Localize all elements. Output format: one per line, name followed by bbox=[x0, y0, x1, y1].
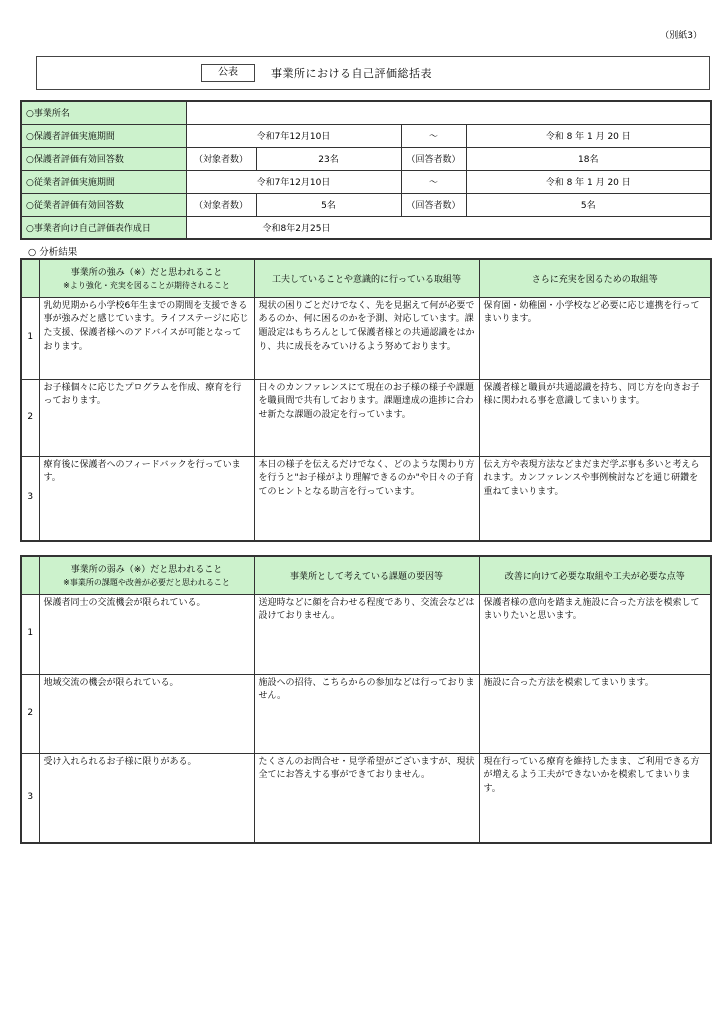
row-number: 1 bbox=[21, 297, 39, 379]
staff-period-tilde: ～ bbox=[401, 170, 466, 193]
row-number: 3 bbox=[21, 753, 39, 843]
strengths-row-3 bbox=[21, 456, 711, 541]
staff-target-value: 5名 bbox=[256, 193, 401, 216]
strengths-row-2 bbox=[21, 379, 711, 456]
strengths-col3-header: さらに充実を図るための取組等 bbox=[479, 259, 711, 297]
office-name-label: ○事業所名 bbox=[21, 101, 186, 124]
guardian-respondent-label: （回答者数） bbox=[401, 147, 466, 170]
strengths-col1-header bbox=[39, 259, 254, 297]
strength-cell: 療育後に保護者へのフィードバックを行っています。 bbox=[39, 456, 254, 541]
weaknesses-col3-header: 改善に向けて必要な取組や工夫が必要な点等 bbox=[479, 556, 711, 594]
guardian-responses-label: ○保護者評価有効回答数 bbox=[21, 147, 186, 170]
row-guardian-responses bbox=[21, 147, 711, 170]
office-name-value bbox=[186, 101, 711, 124]
improvement-cell: 保護者様の意向を踏まえ施設に合った方法を模索してまいりたいと思います。 bbox=[479, 594, 711, 674]
strengths-col1-title: 事業所の強み（※）だと思われること bbox=[70, 268, 223, 279]
info-table bbox=[20, 100, 712, 240]
strengths-row-1 bbox=[21, 297, 711, 379]
cause-cell: 送迎時などに顔を合わせる程度であり、交流会などは設けておりません。 bbox=[254, 594, 479, 674]
row-number: 1 bbox=[21, 594, 39, 674]
guardian-period-label: ○保護者評価実施期間 bbox=[21, 124, 186, 147]
staff-responses-label: ○従業者評価有効回答数 bbox=[21, 193, 186, 216]
row-guardian-period bbox=[21, 124, 711, 147]
row-number: 2 bbox=[21, 674, 39, 753]
staff-respondent-value: 5名 bbox=[466, 193, 711, 216]
title-box bbox=[36, 56, 710, 90]
weakness-cell: 保護者同士の交流機会が限られている。 bbox=[39, 594, 254, 674]
cause-cell: 施設への招待、こちらからの参加などは行っておりません。 bbox=[254, 674, 479, 753]
corner-note: （別紙3） bbox=[660, 31, 702, 41]
staff-period-label: ○従業者評価実施期間 bbox=[21, 170, 186, 193]
weakness-cell: 地域交流の機会が限られている。 bbox=[39, 674, 254, 753]
self-eval-date-value: 令和8年2月25日 bbox=[262, 223, 331, 234]
staff-respondent-label: （回答者数） bbox=[401, 193, 466, 216]
enhancement-cell: 伝え方や表現方法などまだまだ学ぶ事も多いと考えられます。カンファレンスや事例検討などを通じ研鑽を重ねてまいります。 bbox=[479, 456, 711, 541]
strengths-num-header bbox=[21, 259, 39, 297]
effort-cell: 現状の困りごとだけでなく、先を見据えて何が必要であるのか、何に困るのかを予測、対応しています。課題設定はもちろんとして保護者様との共通認識をはかり、共に成長をみていけるよう努めております。 bbox=[254, 297, 479, 379]
row-number: 2 bbox=[21, 379, 39, 456]
staff-period-start: 令和7年12月10日 bbox=[186, 170, 401, 193]
guardian-target-value: 23名 bbox=[256, 147, 401, 170]
weaknesses-row-3 bbox=[21, 753, 711, 843]
improvement-cell: 施設に合った方法を模索してまいります。 bbox=[479, 674, 711, 753]
staff-period-end: 令和 8 年 1 月 20 日 bbox=[466, 170, 711, 193]
staff-target-label: （対象者数） bbox=[186, 193, 256, 216]
analysis-results-label: ○ 分析結果 bbox=[28, 247, 78, 258]
weaknesses-col1-title: 事業所の弱み（※）だと思われること bbox=[70, 565, 223, 576]
weaknesses-row-1 bbox=[21, 594, 711, 674]
enhancement-cell: 保護者様と職員が共通認識を持ち、同じ方を向きお子様に関われる事を意識してまいります。 bbox=[479, 379, 711, 456]
row-number: 3 bbox=[21, 456, 39, 541]
guardian-period-tilde: ～ bbox=[401, 124, 466, 147]
strength-cell: 乳幼児期から小学校6年生までの期間を支援できる事が強みだと感じています。ライフステージに応じた支援、保護者様へのアドバイスが可能となっております。 bbox=[39, 297, 254, 379]
cause-cell: たくさんのお問合せ・見学希望がございますが、現状全てにお答えする事ができておりません。 bbox=[254, 753, 479, 843]
weaknesses-col1-note: ※事業所の課題や改善が必要だと思われること bbox=[63, 578, 230, 588]
guardian-respondent-value: 18名 bbox=[466, 147, 711, 170]
weaknesses-num-header bbox=[21, 556, 39, 594]
enhancement-cell: 保育園・幼稚園・小学校など必要に応じ連携を行ってまいります。 bbox=[479, 297, 711, 379]
effort-cell: 日々のカンファレンスにて現在のお子様の様子や課題を職員間で共有しております。課題達成の進捗に合わせ新たな課題の設定を行っています。 bbox=[254, 379, 479, 456]
weakness-cell: 受け入れられるお子様に限りがある。 bbox=[39, 753, 254, 843]
weaknesses-row-2 bbox=[21, 674, 711, 753]
row-office-name bbox=[21, 101, 711, 124]
guardian-period-start: 令和7年12月10日 bbox=[186, 124, 401, 147]
weaknesses-col2-header: 事業所として考えている課題の要因等 bbox=[254, 556, 479, 594]
improvement-cell: 現在行っている療育を維持したまま、ご利用できる方が増えるよう工夫ができないかを模索してまいります。 bbox=[479, 753, 711, 843]
publish-badge: 公表 bbox=[201, 64, 255, 82]
row-staff-responses bbox=[21, 193, 711, 216]
weaknesses-col1-header bbox=[39, 556, 254, 594]
strengths-header-row bbox=[21, 259, 711, 297]
weaknesses-header-row bbox=[21, 556, 711, 594]
weaknesses-table bbox=[20, 555, 712, 844]
effort-cell: 本日の様子を伝えるだけでなく、どのような関わり方を行うと"お子様がより理解できるのか"や日々の子育てのヒントとなる助言を行っています。 bbox=[254, 456, 479, 541]
strengths-table bbox=[20, 258, 712, 542]
self-eval-date-cell bbox=[186, 216, 711, 239]
strength-cell: お子様個々に応じたプログラムを作成、療育を行っております。 bbox=[39, 379, 254, 456]
row-staff-period bbox=[21, 170, 711, 193]
strengths-col2-header: 工夫していることや意識的に行っている取組等 bbox=[254, 259, 479, 297]
self-eval-date-label: ○事業者向け自己評価表作成日 bbox=[21, 216, 186, 239]
guardian-period-end: 令和 8 年 1 月 20 日 bbox=[466, 124, 711, 147]
strengths-col1-note: ※より強化・充実を図ることが期待されること bbox=[63, 281, 230, 291]
guardian-target-label: （対象者数） bbox=[186, 147, 256, 170]
page-title: 事業所における自己評価総括表 bbox=[271, 67, 432, 80]
row-self-eval-date bbox=[21, 216, 711, 239]
